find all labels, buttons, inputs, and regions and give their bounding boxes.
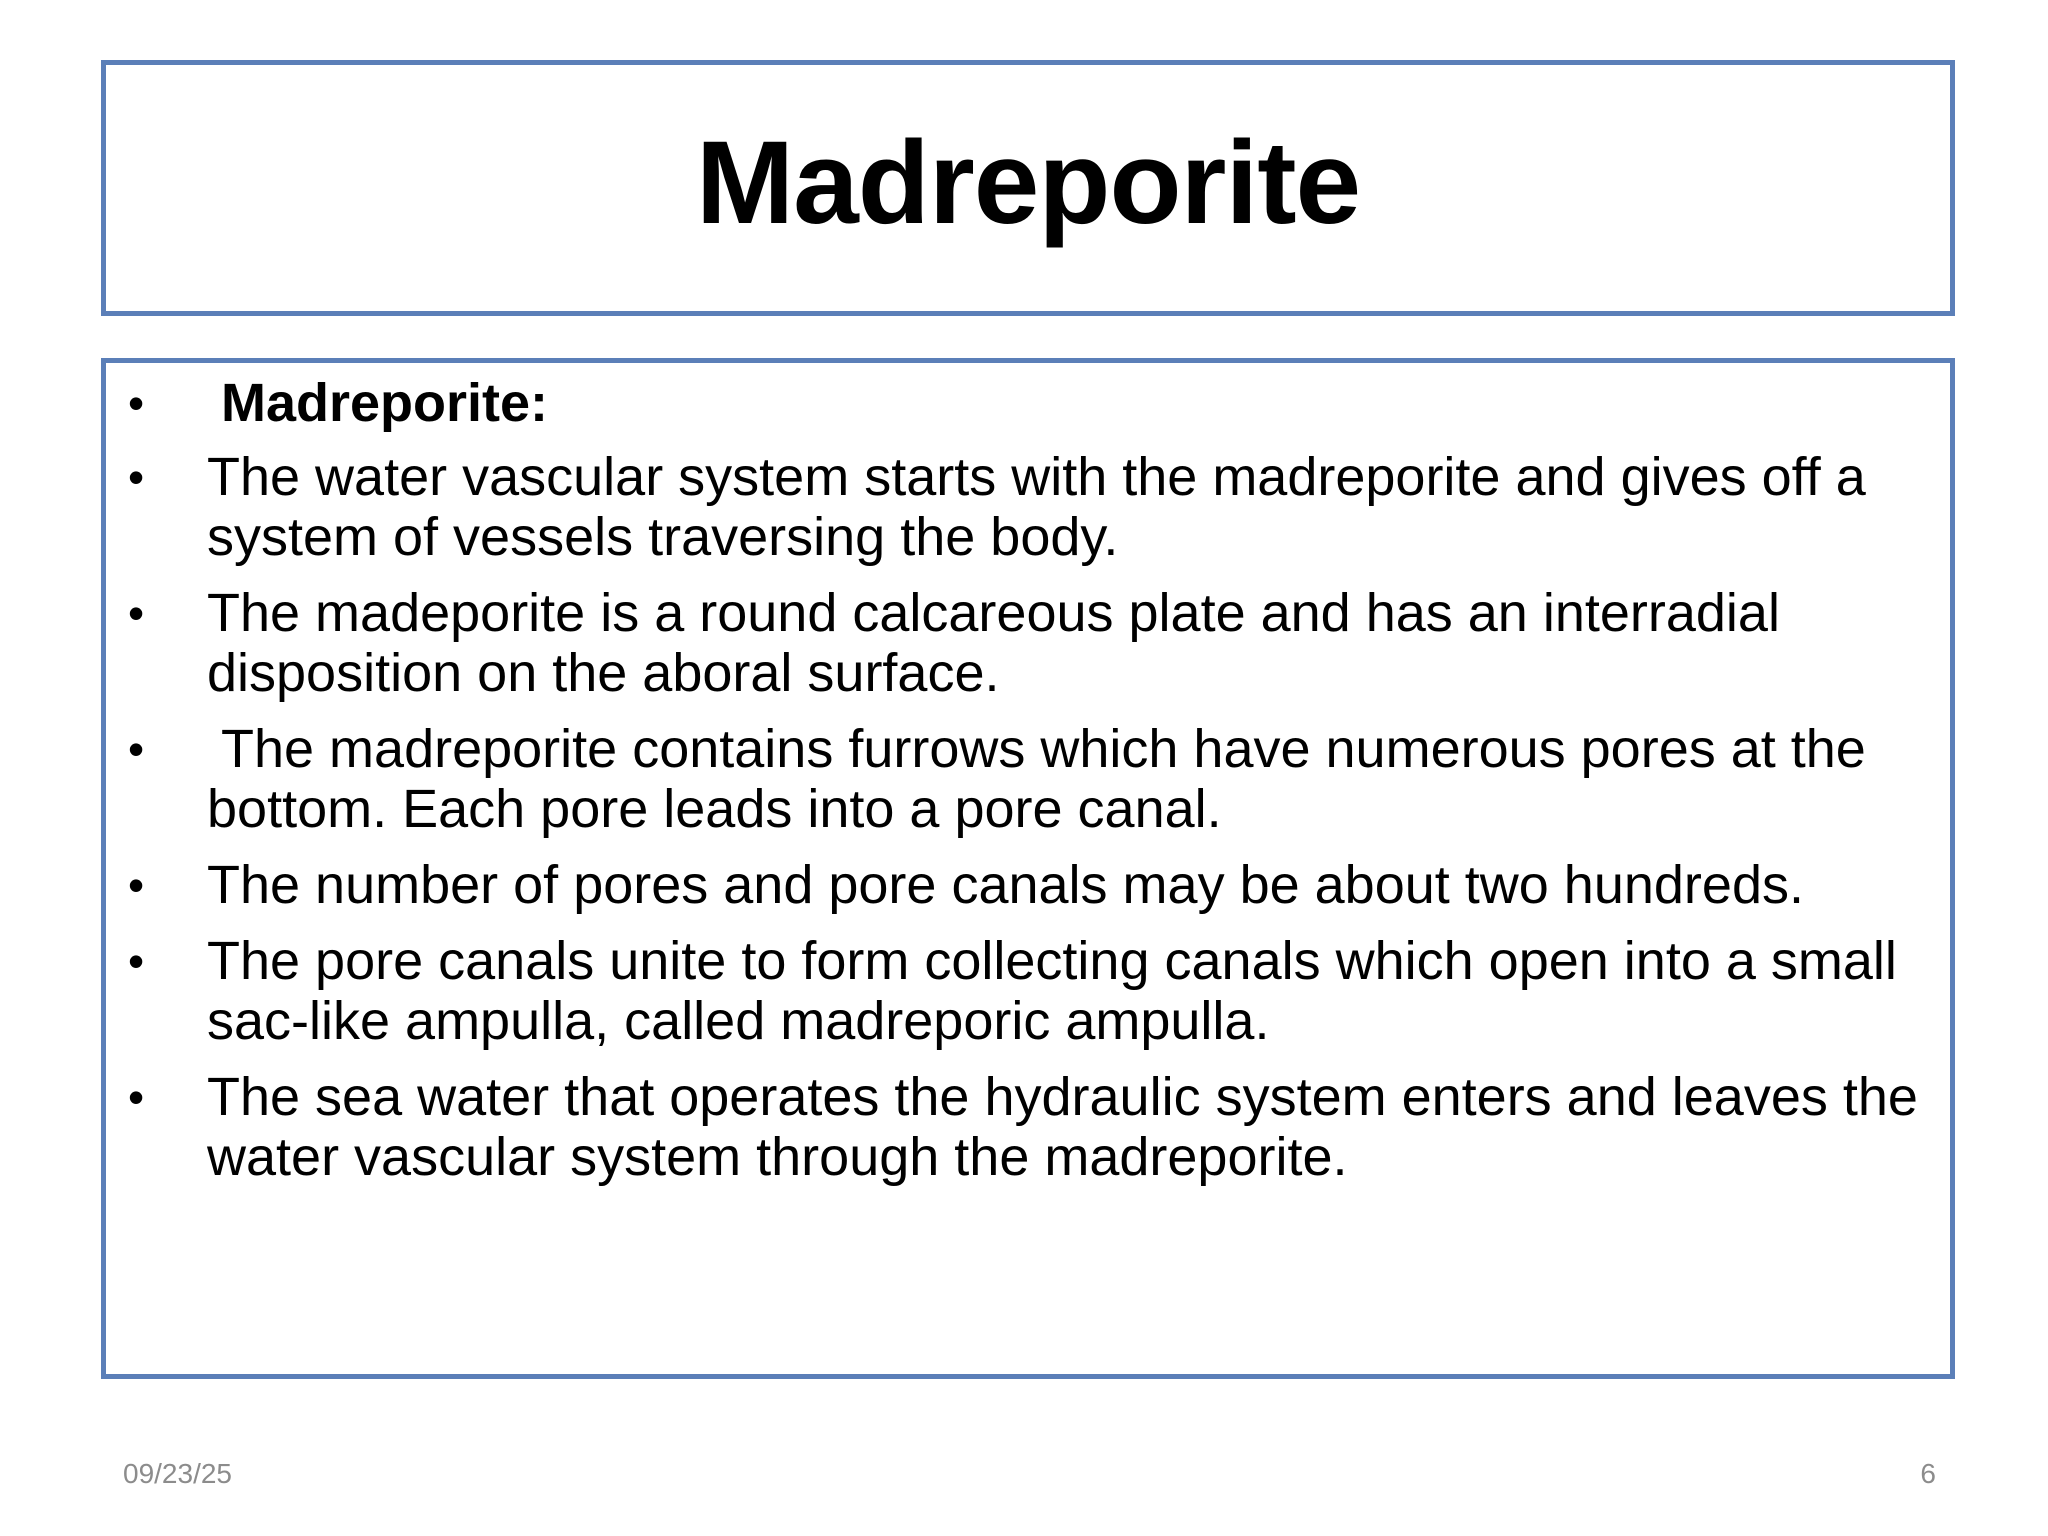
list-item [128,931,1938,1051]
bullet-icon: • [128,935,145,987]
bullet-heading: Madreporite: [221,373,549,433]
bullet-text: The number of pores and pore canals may be about two hundreds. [207,855,1804,915]
bullet-text: The sea water that operates the hydraulic system enters and leaves the water vascular system through the madreporite. [207,1067,1918,1187]
bullet-text: The madeporite is a round calcareous plate and has an interradial disposition on the aboral surface. [207,583,1780,703]
bullet-text: The pore canals unite to form collecting canals which open into a small sac-like ampulla, called madreporic ampulla. [207,931,1897,1051]
title-frame [101,60,1955,316]
slide-number: 6 [1920,1458,1936,1489]
slide-title: Madreporite [695,117,1361,249]
bullet-icon: • [128,587,145,639]
bullet-icon: • [128,377,145,429]
bullet-list [128,373,1938,1203]
bullet-icon: • [128,451,145,503]
list-item [128,1067,1938,1187]
footer-date: 09/23/25 [123,1458,232,1489]
list-item [128,373,1938,433]
bullet-icon: • [128,723,145,775]
bullet-text: The madreporite contains furrows which have numerous pores at the bottom. Each pore leads into a pore canal. [207,719,1866,839]
bullet-icon: • [128,1071,145,1123]
list-item [128,719,1938,839]
bullet-text: The water vascular system starts with the madreporite and gives off a system of vessels traversing the body. [207,447,1866,567]
list-item [128,583,1938,703]
bullet-icon: • [128,859,145,911]
content-frame [101,358,1955,1379]
list-item [128,855,1938,915]
list-item [128,447,1938,567]
